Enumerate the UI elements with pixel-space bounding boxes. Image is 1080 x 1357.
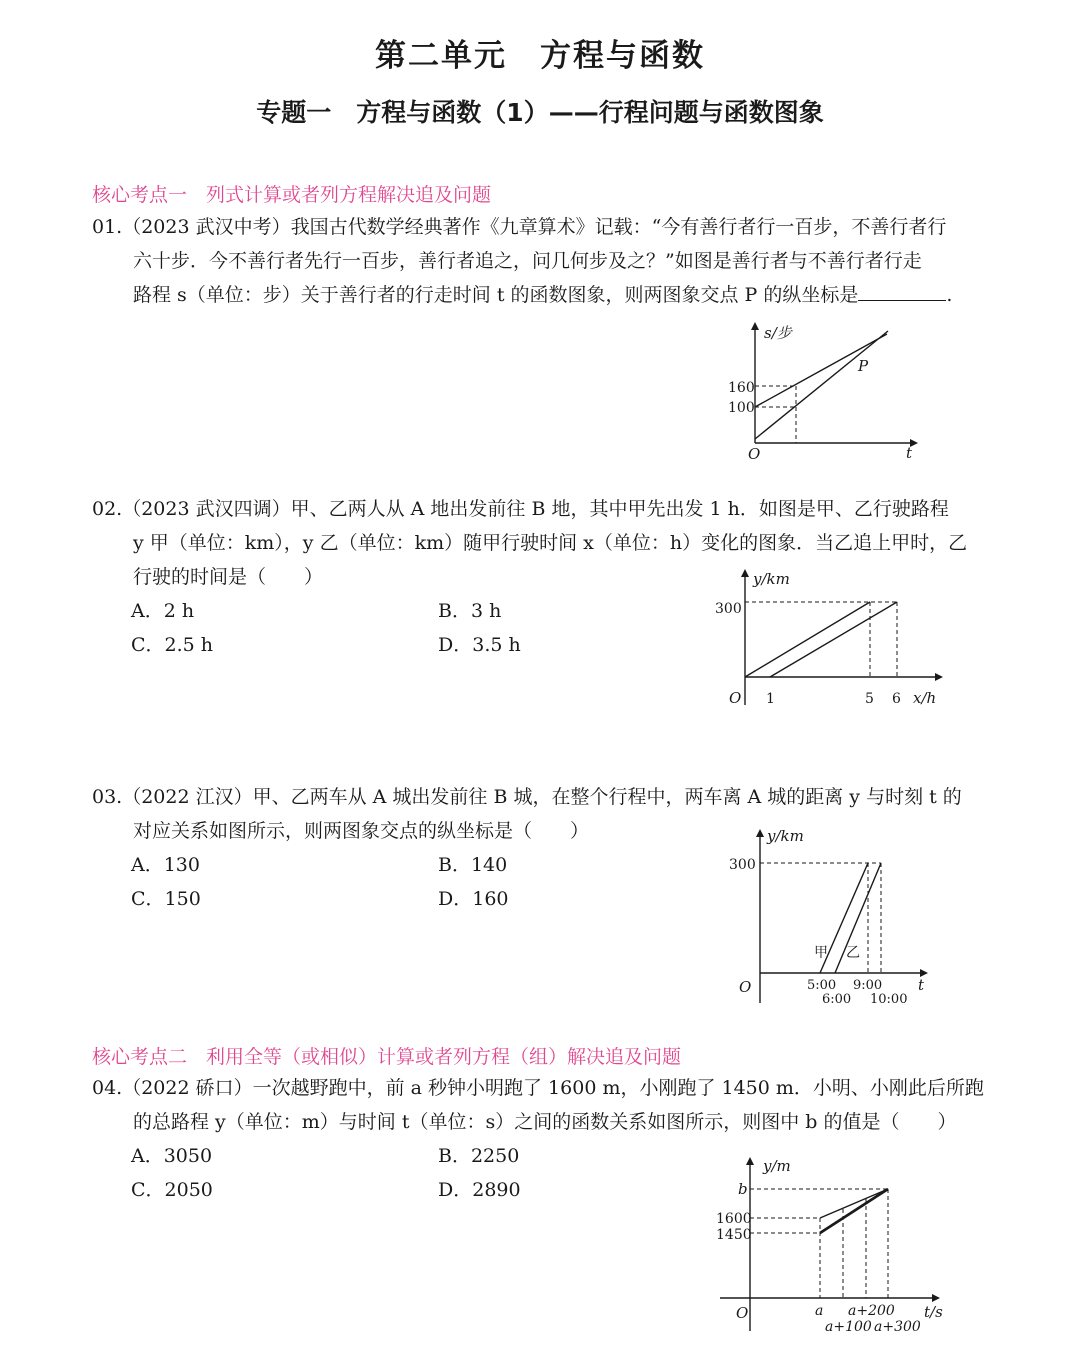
y-axis-arrow [741, 569, 749, 577]
tick-160: 160 [728, 380, 755, 396]
q2-option-c[interactable]: C．2.5 h [131, 634, 214, 656]
q2-option-a[interactable]: A．2 h [131, 600, 195, 622]
question-01-line-3: 路程 s（单位：步）关于善行者的行走时间 t 的函数图象，则两图象交点 P 的纵坐标是 . [133, 284, 953, 306]
origin-label: O [729, 689, 742, 707]
tick-x6: 6 [892, 691, 901, 707]
y-axis-arrow [756, 829, 764, 837]
question-03-line-1: 03.（2022 江汉）甲、乙两车从 A 城出发前往 B 城，在整个行程中，两车离 A 城的距离 y 与时刻 t 的 [92, 786, 962, 808]
tick-1450: 1450 [716, 1227, 752, 1243]
tick-a300: a+300 [874, 1319, 921, 1335]
q2-option-d[interactable]: D．3.5 h [438, 634, 521, 656]
y-axis-label: y/km [767, 827, 804, 845]
y-axis-label: y/m [763, 1157, 791, 1175]
question-03-graph [725, 825, 935, 1010]
answer-blank[interactable] [858, 282, 946, 301]
question-01-line-2: 六十步．今不善行者先行一百步，善行者追之，问几何步及之？”如图是善行者与不善行者行走 [133, 250, 922, 272]
y-axis-label: s/步 [764, 324, 792, 342]
question-02-line-1: 02.（2023 武汉四调）甲、乙两人从 A 地出发前往 B 地，其中甲先出发 1 h．如图是甲、乙行驶路程 [92, 498, 949, 520]
q4-option-c[interactable]: C．2050 [131, 1179, 213, 1201]
tick-b: b [738, 1180, 748, 1198]
line-xiaogang [820, 1189, 888, 1233]
tick-a200: a+200 [848, 1303, 895, 1319]
tick-1600: 1600 [716, 1211, 752, 1227]
question-02-graph [705, 565, 950, 715]
topic-title: 专题一 方程与函数（1）——行程问题与函数图象 [256, 98, 824, 127]
y-axis-label: y/km [753, 570, 790, 588]
label-yi: 乙 [846, 945, 860, 961]
x-axis-label: x/h [913, 689, 937, 707]
origin-label: O [736, 1304, 749, 1322]
tick-100: 100 [728, 400, 755, 416]
x-axis-arrow [932, 1294, 940, 1302]
unit-title: 第二单元 方程与函数 [375, 38, 705, 74]
tick-a100: a+100 [825, 1319, 872, 1335]
line-jia [745, 602, 870, 677]
tick-300: 300 [715, 601, 742, 617]
tick-300: 300 [729, 857, 756, 873]
x-axis-label: t [918, 976, 925, 994]
question-02-line-3: 行驶的时间是（ ） [133, 566, 324, 588]
tick-1000: 10:00 [870, 992, 908, 1007]
x-axis-label: t [906, 444, 913, 462]
question-02-line-2: y 甲（单位：km），y 乙（单位：km）随甲行驶时间 x（单位：h）变化的图象．当乙追上甲时，乙 [133, 532, 968, 554]
question-04-graph [710, 1155, 950, 1340]
origin-label: O [739, 978, 752, 996]
question-01-line-1: 01.（2023 武汉中考）我国古代数学经典著作《九章算术》记载：“今有善行者行一百步，不善行者行 [92, 216, 947, 238]
y-axis-arrow [746, 1157, 754, 1165]
line-xiaoming [820, 1189, 888, 1218]
tick-x1: 1 [766, 691, 775, 707]
point-p-label: P [858, 357, 869, 375]
tick-a: a [815, 1303, 824, 1319]
q3-option-d[interactable]: D．160 [438, 888, 509, 910]
question-01-graph [720, 318, 920, 468]
origin-label: O [748, 445, 761, 463]
tick-900: 9:00 [853, 978, 883, 993]
q4-option-b[interactable]: B．2250 [438, 1145, 520, 1167]
q3-option-c[interactable]: C．150 [131, 888, 201, 910]
q4-option-d[interactable]: D．2890 [438, 1179, 521, 1201]
tick-x5: 5 [865, 691, 874, 707]
question-04-line-2: 的总路程 y（单位：m）与时间 t（单位：s）之间的函数关系如图所示，则图中 b 的值是（ ） [133, 1111, 957, 1133]
question-04-line-1: 04.（2022 硚口）一次越野跑中，前 a 秒钟小明跑了 1600 m，小刚跑了 1450 m．小明、小刚此后所跑 [92, 1077, 984, 1099]
y-axis-arrow [751, 322, 759, 330]
x-axis-arrow [935, 673, 943, 681]
label-jia: 甲 [814, 945, 828, 961]
tick-600: 6:00 [822, 992, 852, 1007]
tick-500: 5:00 [807, 978, 837, 993]
q2-option-b[interactable]: B．3 h [438, 600, 502, 622]
line-fast-walker [755, 331, 888, 439]
q4-option-a[interactable]: A．3050 [131, 1145, 213, 1167]
q3-option-b[interactable]: B．140 [438, 854, 508, 876]
section-heading-1: 核心考点一 列式计算或者列方程解决追及问题 [92, 184, 492, 206]
question-03-line-2: 对应关系如图所示，则两图象交点的纵坐标是（ ） [133, 820, 590, 842]
x-axis-label: t/s [924, 1303, 943, 1321]
line-yi [770, 602, 897, 677]
section-heading-2: 核心考点二 利用全等（或相似）计算或者列方程（组）解决追及问题 [92, 1046, 682, 1068]
q3-option-a[interactable]: A．130 [131, 854, 200, 876]
